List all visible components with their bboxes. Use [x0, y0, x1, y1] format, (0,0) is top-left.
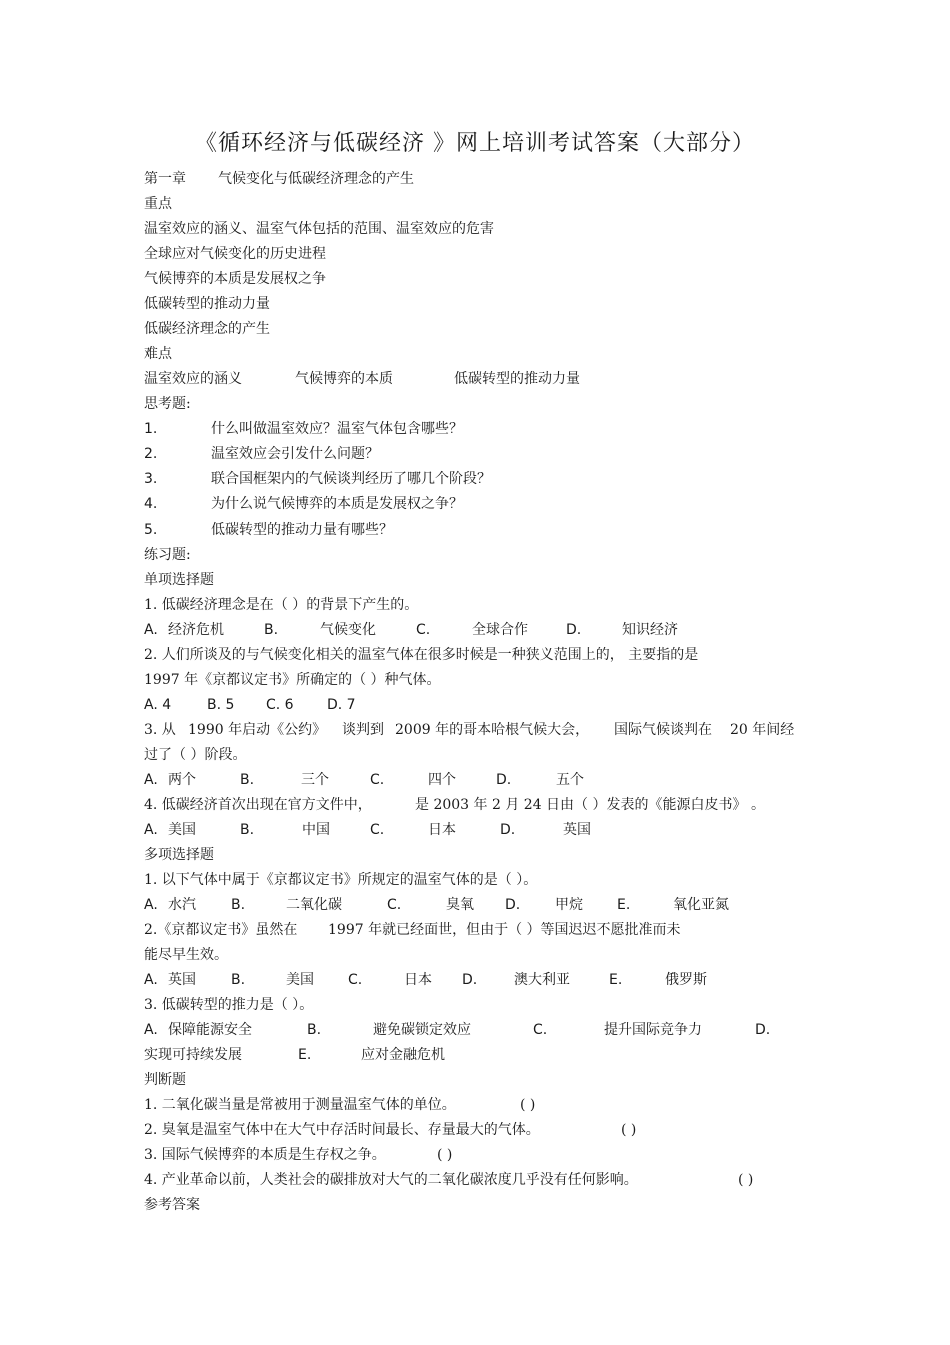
- thinking-item-text: 联合国框架内的气候谈判经历了哪几个阶段？: [211, 471, 491, 487]
- question-text: 是 2003 年 2 月 24 日由（ ）发表的《能源白皮书》 。: [415, 797, 765, 813]
- option-letter: B.: [231, 972, 246, 988]
- difficult-points-heading: 难点: [144, 346, 172, 362]
- option-letter: B.: [240, 772, 255, 788]
- question-text: 1. 低碳经济理念是在（ ）的背景下产生的。: [144, 597, 419, 613]
- answer-parenthesis: ( ): [621, 1122, 637, 1138]
- question-text: 过了（ ）阶段。: [144, 747, 247, 763]
- option: A. 4: [144, 697, 172, 713]
- question-text: 1997 年就已经面世，但由于（ ）等国迟迟不愿批准而未: [328, 922, 681, 938]
- option-text: 水汽: [168, 897, 196, 913]
- question-text: 3. 低碳转型的推力是（ ）。: [144, 997, 314, 1013]
- question-text: 2. 人们所谈及的与气候变化相关的温室气体在很多时候是一种狭义范围上的， 主要指的是: [144, 647, 699, 663]
- question-text: 1. 二氧化碳当量是常被用于测量温室气体的单位。: [144, 1097, 456, 1113]
- thinking-item-text: 低碳转型的推动力量有哪些？: [211, 522, 393, 538]
- option-text: 气候变化: [320, 622, 376, 638]
- question-text: 20 年间经: [730, 722, 795, 738]
- option-text: 英国: [563, 822, 591, 838]
- chapter-name: 气候变化与低碳经济理念的产生: [218, 171, 414, 187]
- option-letter: A.: [144, 1022, 158, 1038]
- option-letter: A.: [144, 622, 158, 638]
- option-letter: A.: [144, 822, 158, 838]
- option-text: 臭氧: [446, 897, 474, 913]
- option-letter: C.: [370, 772, 385, 788]
- option-letter: D.: [566, 622, 582, 638]
- question-text: 1997 年《京都议定书》所确定的（ ）种气体。: [144, 672, 441, 688]
- option-text: 应对金融危机: [361, 1047, 445, 1063]
- thinking-item-number: 2.: [144, 446, 158, 462]
- option-text: 日本: [404, 972, 432, 988]
- question-text: 1990 年启动《公约》: [188, 722, 327, 738]
- option-letter: D.: [500, 822, 516, 838]
- thinking-item-number: 5.: [144, 522, 158, 538]
- option: D. 7: [327, 697, 356, 713]
- option-text: 二氧化碳: [286, 897, 342, 913]
- question-text: 3. 从: [144, 722, 176, 738]
- option-text: 甲烷: [555, 897, 583, 913]
- difficult-point-item: 温室效应的涵义: [144, 371, 242, 387]
- option-text: 两个: [168, 772, 196, 788]
- option-letter: A.: [144, 897, 158, 913]
- option-letter: E.: [617, 897, 631, 913]
- option-text: 五个: [556, 772, 584, 788]
- option-letter: D.: [462, 972, 478, 988]
- question-text: 2.《京都议定书》虽然在: [144, 922, 298, 938]
- option-text: 提升国际竞争力: [604, 1022, 702, 1038]
- document-title: 《循环经济与低碳经济 》网上培训考试答案（大部分）: [195, 131, 755, 156]
- option-text: 日本: [428, 822, 456, 838]
- option-text: 知识经济: [622, 622, 678, 638]
- option-text: 三个: [301, 772, 329, 788]
- option-letter: B.: [240, 822, 255, 838]
- multi-choice-heading: 多项选择题: [144, 847, 214, 863]
- key-point-item: 低碳经济理念的产生: [144, 321, 270, 337]
- option-letter: C.: [348, 972, 363, 988]
- option-text: 实现可持续发展: [144, 1047, 242, 1063]
- option-text: 经济危机: [168, 622, 224, 638]
- option-text: 美国: [286, 972, 314, 988]
- question-text: 2. 臭氧是温室气体中在大气中存活时间最长、存量最大的气体。: [144, 1122, 540, 1138]
- exercises-heading: 练习题:: [144, 547, 191, 563]
- option-text: 美国: [168, 822, 196, 838]
- option-text: 四个: [428, 772, 456, 788]
- thinking-item-text: 为什么说气候博弈的本质是发展权之争？: [211, 496, 463, 512]
- question-text: 4. 产业革命以前，人类社会的碳排放对大气的二氧化碳浓度几乎没有任何影响。: [144, 1172, 638, 1188]
- answer-parenthesis: ( ): [520, 1097, 536, 1113]
- option-letter: A.: [144, 772, 158, 788]
- option-text: 氧化亚氮: [673, 897, 729, 913]
- thinking-item-number: 4.: [144, 496, 158, 512]
- question-text: 国际气候谈判在: [614, 722, 712, 738]
- key-point-item: 全球应对气候变化的历史进程: [144, 246, 326, 262]
- difficult-point-item: 气候博弈的本质: [295, 371, 393, 387]
- key-points-heading: 重点: [144, 196, 172, 212]
- thinking-item-number: 1.: [144, 421, 158, 437]
- option-text: 澳大利亚: [514, 972, 570, 988]
- option-letter: B.: [264, 622, 279, 638]
- option-letter: C.: [416, 622, 431, 638]
- question-text: 3. 国际气候博弈的本质是生存权之争。: [144, 1147, 386, 1163]
- option: B. 5: [207, 697, 235, 713]
- question-text: 谈判到: [342, 722, 384, 738]
- option-letter: C.: [387, 897, 402, 913]
- option-letter: A.: [144, 972, 158, 988]
- key-point-item: 气候博弈的本质是发展权之争: [144, 271, 326, 287]
- option-letter: E.: [609, 972, 623, 988]
- question-text: 2009 年的哥本哈根气候大会，: [395, 722, 590, 738]
- question-text: 能尽早生效。: [144, 947, 228, 963]
- thinking-item-number: 3.: [144, 471, 158, 487]
- true-false-heading: 判断题: [144, 1072, 186, 1088]
- question-text: 4. 低碳经济首次出现在官方文件中，: [144, 797, 372, 813]
- option-letter: D.: [496, 772, 512, 788]
- option-text: 俄罗斯: [665, 972, 707, 988]
- option-text: 全球合作: [472, 622, 528, 638]
- option-letter: C.: [533, 1022, 548, 1038]
- option-letter: D.: [505, 897, 521, 913]
- option: C. 6: [266, 697, 294, 713]
- answers-heading: 参考答案: [144, 1197, 200, 1213]
- option-letter: D.: [755, 1022, 771, 1038]
- option-text: 英国: [168, 972, 196, 988]
- chapter-label: 第一章: [144, 171, 186, 187]
- option-text: 保障能源安全: [168, 1022, 252, 1038]
- option-letter: B.: [231, 897, 246, 913]
- option-text: 避免碳锁定效应: [373, 1022, 471, 1038]
- difficult-point-item: 低碳转型的推动力量: [454, 371, 580, 387]
- thinking-item-text: 温室效应会引发什么问题？: [211, 446, 379, 462]
- key-point-item: 温室效应的涵义、温室气体包括的范围、温室效应的危害: [144, 221, 494, 237]
- option-letter: E.: [298, 1047, 312, 1063]
- key-point-item: 低碳转型的推动力量: [144, 296, 270, 312]
- option-text: 中国: [302, 822, 330, 838]
- question-text: 1. 以下气体中属于《京都议定书》所规定的温室气体的是（ ）。: [144, 872, 538, 888]
- answer-parenthesis: ( ): [437, 1147, 453, 1163]
- thinking-heading: 思考题:: [144, 396, 191, 412]
- option-letter: C.: [370, 822, 385, 838]
- option-letter: B.: [307, 1022, 322, 1038]
- answer-parenthesis: ( ): [738, 1172, 754, 1188]
- single-choice-heading: 单项选择题: [144, 572, 214, 588]
- thinking-item-text: 什么叫做温室效应？温室气体包含哪些？: [211, 421, 463, 437]
